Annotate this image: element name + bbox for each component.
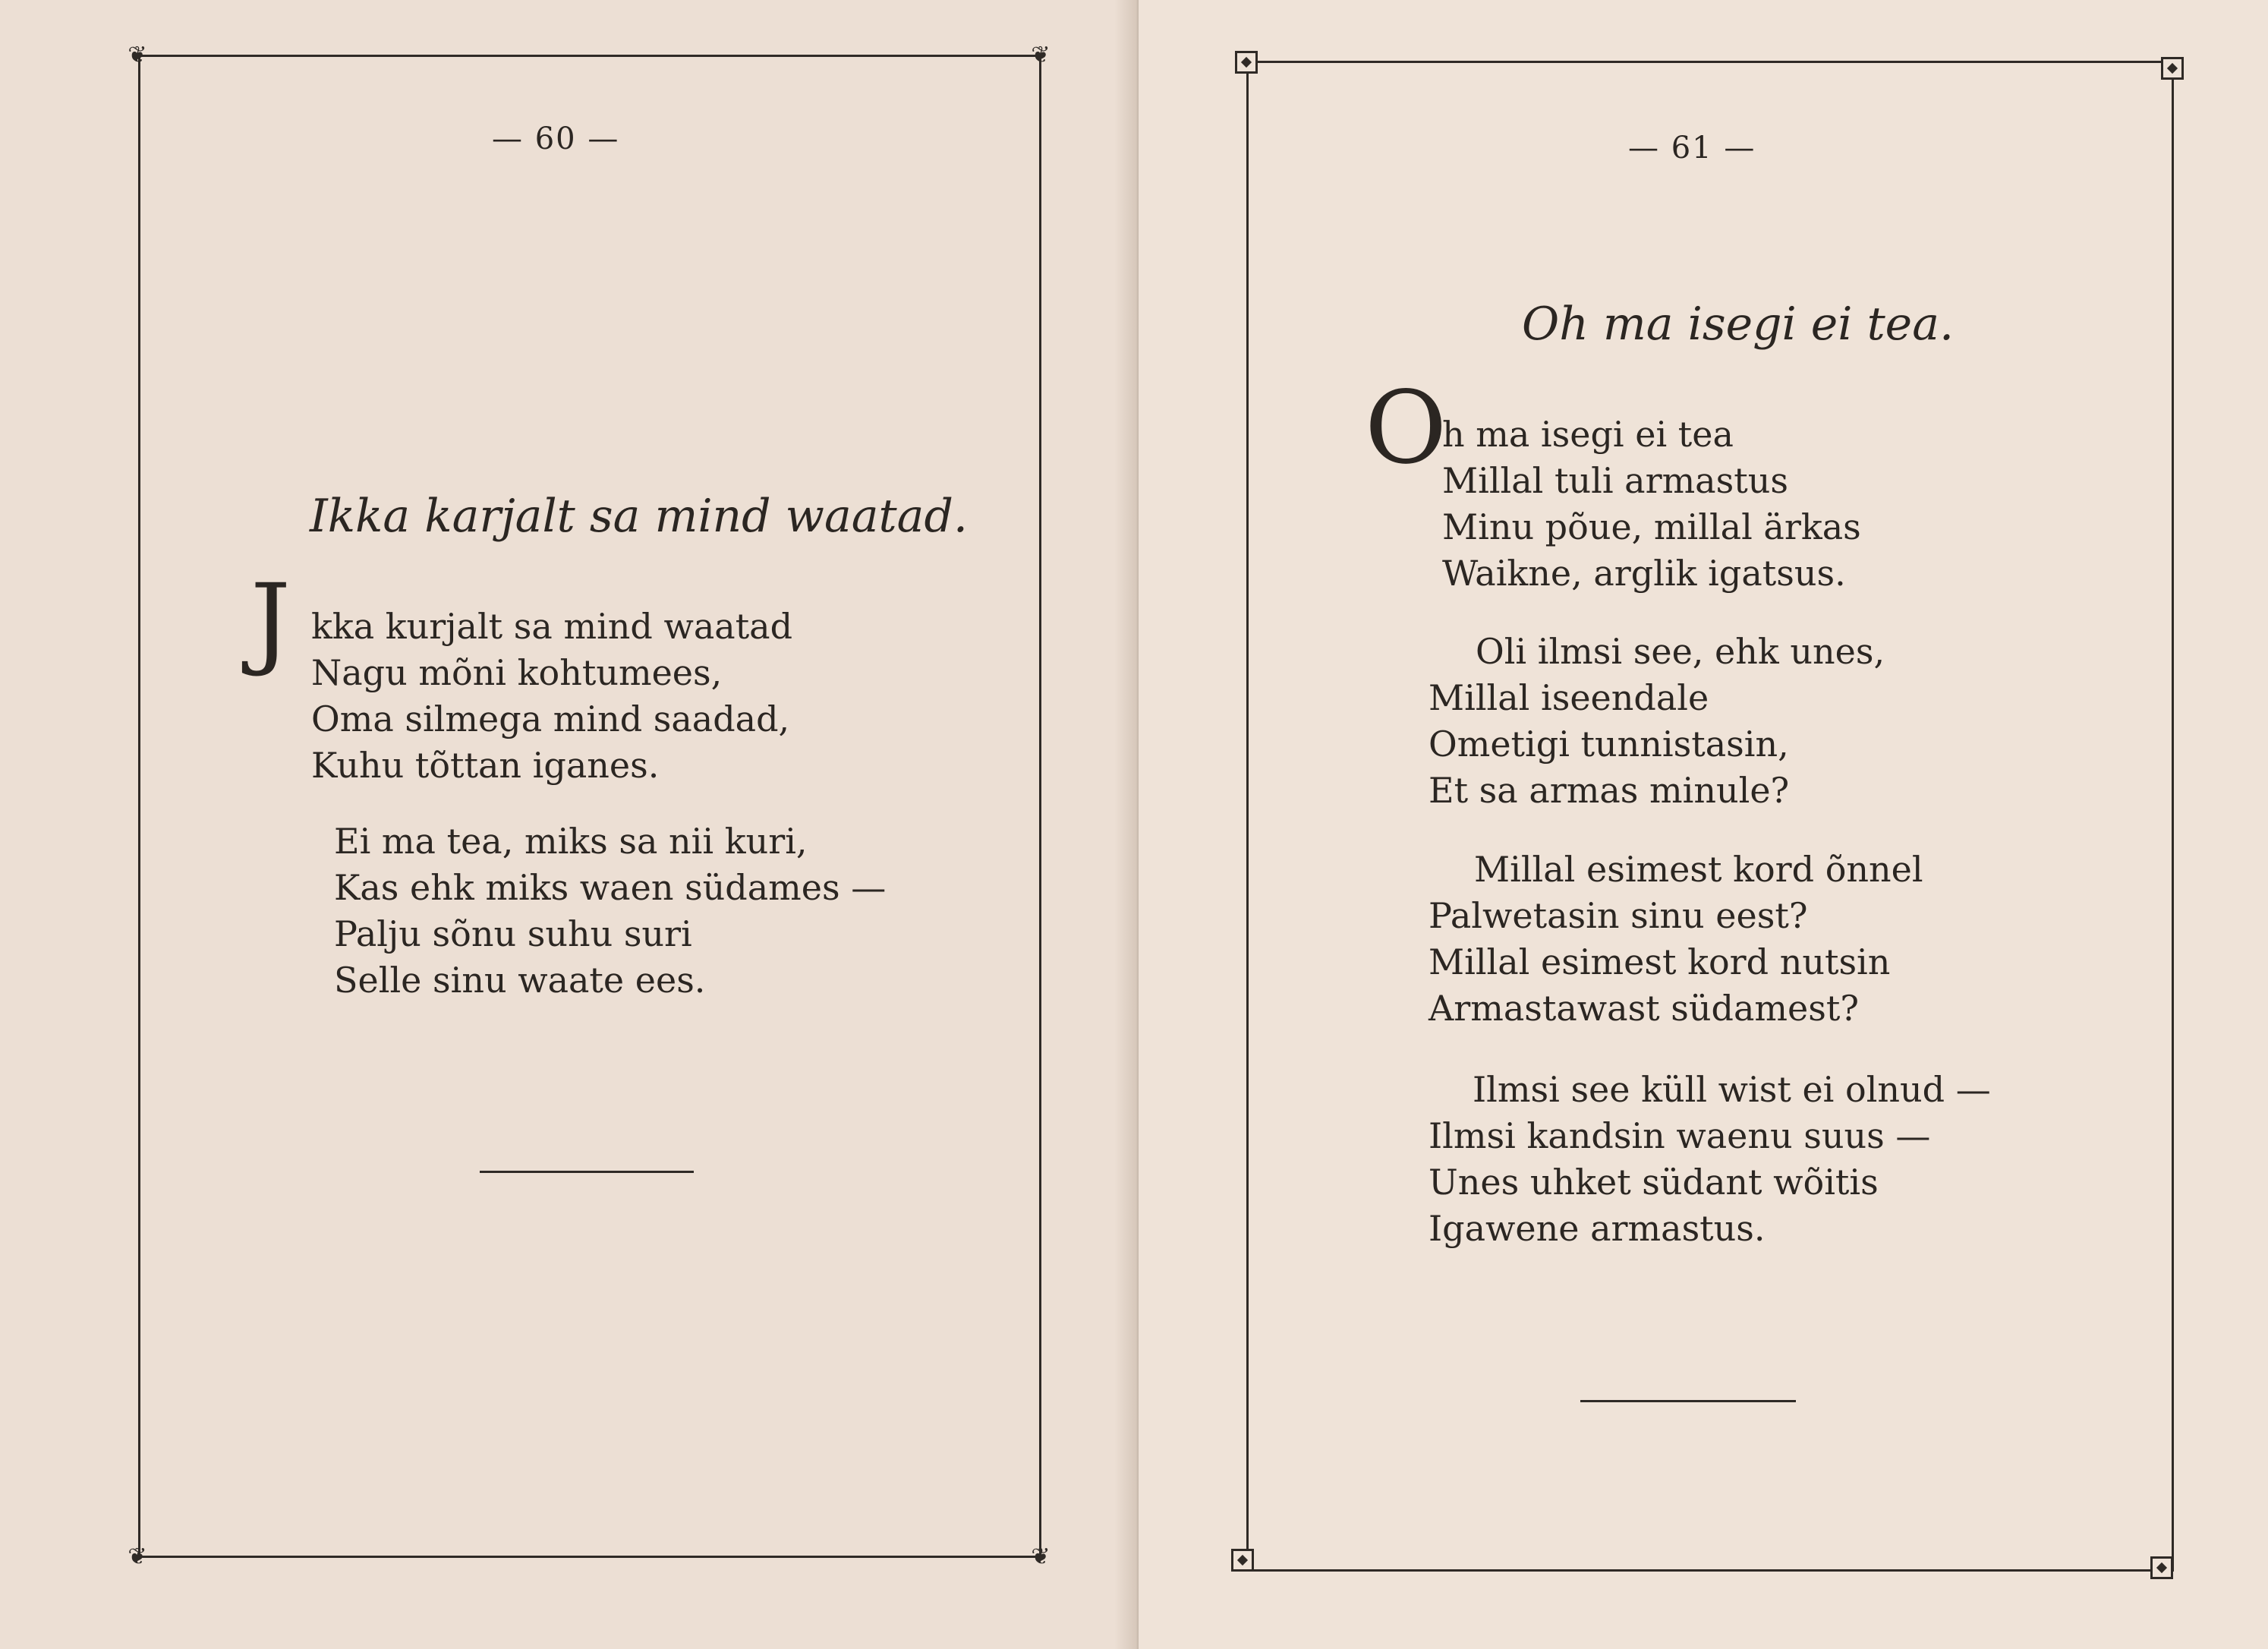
verse-line: Ometigi tunnistasin, xyxy=(1429,724,1789,765)
end-rule xyxy=(480,1171,694,1173)
corner-ornament-icon xyxy=(1231,1549,1254,1572)
verse-line: Ilmsi kandsin waenu suus — xyxy=(1429,1115,1931,1156)
verse-line: Selle sinu waate ees. xyxy=(334,960,706,1001)
right-page-border xyxy=(1246,61,2174,1572)
poem-title: Ikka karjalt sa mind waatad. xyxy=(310,490,968,543)
verse-line: Waikne, arglik igatsus. xyxy=(1442,553,1846,594)
verse-line: Armastawast südamest? xyxy=(1429,988,1859,1029)
verse-line: Kuhu tõttan iganes. xyxy=(311,745,660,786)
corner-ornament-icon: ❦ xyxy=(128,1543,147,1570)
verse-line: Millal esimest kord õnnel xyxy=(1474,849,1923,890)
verse-line: Palwetasin sinu eest? xyxy=(1429,895,1808,936)
corner-ornament-icon: ❦ xyxy=(1031,1543,1051,1570)
drop-cap: J xyxy=(250,563,291,679)
poem-title: Oh ma isegi ei tea. xyxy=(1522,298,1955,351)
verse-line: Ei ma tea, miks sa nii kuri, xyxy=(334,821,808,862)
left-page-border xyxy=(138,55,1041,1558)
stanza xyxy=(1429,1067,1991,1252)
verse-line: Minu põue, millal ärkas xyxy=(1442,506,1861,547)
stanza xyxy=(1442,411,1861,597)
corner-ornament-icon: ❦ xyxy=(1031,42,1051,68)
verse-line: Millal iseendale xyxy=(1429,677,1709,718)
end-rule xyxy=(1580,1400,1796,1402)
corner-ornament-icon xyxy=(1235,51,1258,74)
stanza xyxy=(1429,629,1885,814)
verse-line: Igawene armastus. xyxy=(1429,1208,1766,1249)
verse-line: Oli ilmsi see, ehk unes, xyxy=(1476,631,1885,672)
verse-line: h ma isegi ei tea xyxy=(1442,414,1734,455)
corner-ornament-icon xyxy=(2161,57,2184,80)
verse-line: Ilmsi see küll wist ei olnud — xyxy=(1473,1069,1991,1110)
verse-line: kka kurjalt sa mind waatad xyxy=(311,606,793,647)
verse-line: Millal tuli armastus xyxy=(1442,460,1788,501)
right-page xyxy=(1139,0,2268,1649)
stanza xyxy=(311,604,792,789)
verse-line: Unes uhket südant wõitis xyxy=(1429,1162,1879,1203)
corner-ornament-icon: ❦ xyxy=(128,42,147,68)
verse-line: Kas ehk miks waen südames — xyxy=(334,867,887,908)
stanza xyxy=(1429,847,1923,1032)
verse-line: Millal esimest kord nutsin xyxy=(1429,941,1891,982)
drop-cap: O xyxy=(1365,370,1447,487)
page-number: — 61 — xyxy=(1628,131,1756,166)
verse-line: Et sa armas minule? xyxy=(1429,770,1790,811)
corner-ornament-icon xyxy=(2150,1556,2173,1579)
stanza xyxy=(334,818,886,1004)
verse-line: Nagu mõni kohtumees, xyxy=(311,652,723,693)
verse-line: Oma silmega mind saadad, xyxy=(311,698,790,739)
verse-line: Palju sõnu suhu suri xyxy=(334,913,692,954)
page-number: — 60 — xyxy=(492,121,620,156)
